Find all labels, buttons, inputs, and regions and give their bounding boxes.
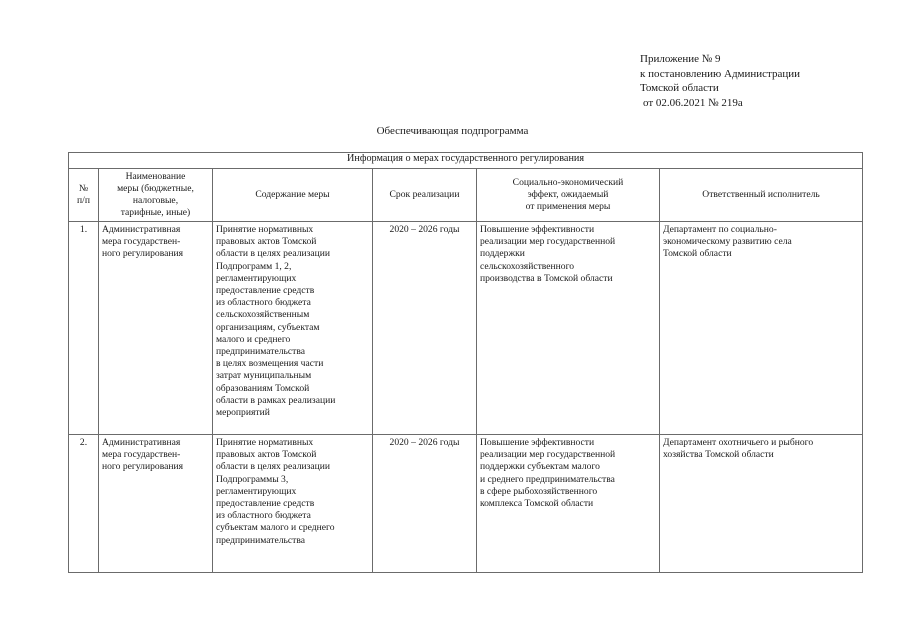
document-title: Обеспечивающая подпрограмма (376, 125, 529, 137)
appendix-line-4: от 02.06.2021 № 219а (643, 96, 743, 109)
table-row (69, 435, 863, 573)
table-caption: Информация о мерах государственного регулирования (69, 153, 863, 169)
row-content: Принятие нормативных правовых актов Томской области в целях реализации Подпрограмм 1, 2, регламентирующих предоставление средств из областного бюджета сельскохозяйственным организациям, субъектам малого и среднего предпринимательства в целях возмещения части затрат муниципальным образованиям Томской области в рамках реализации мероприятий (213, 222, 373, 435)
row-num: 1. (69, 222, 99, 435)
row-name: Административная мера государствен- ного регулирования (99, 435, 213, 573)
row-effect: Повышение эффективности реализации мер государственной поддержки субъектам малого и среднего предпринимательства в сфере рыбохозяйственного комплекса Томской области (477, 435, 660, 573)
row-effect: Повышение эффективности реализации мер государственной поддержки сельскохозяйственного производства в Томской области (477, 222, 660, 435)
header-num: № п/п (69, 169, 99, 222)
table-header-row (69, 169, 863, 222)
appendix-block (640, 52, 800, 110)
appendix-line-1: Приложение № 9 (640, 53, 721, 65)
header-name: Наименование меры (бюджетные, налоговые, тарифные, иные) (99, 169, 213, 222)
row-num: 2. (69, 435, 99, 573)
appendix-line-2: к постановлению Администрации (640, 67, 801, 80)
header-period: Срок реализации (373, 169, 477, 222)
appendix-line-3: Томской области (640, 82, 719, 94)
table-caption-row (69, 153, 863, 169)
header-effect: Социально-экономический эффект, ожидаемый от применения меры (477, 169, 660, 222)
row-period: 2020 – 2026 годы (373, 222, 477, 435)
header-content: Содержание меры (213, 169, 373, 222)
row-executor: Департамент по социально- экономическому развитию села Томской области (660, 222, 863, 435)
measures-table (68, 152, 863, 573)
header-executor: Ответственный исполнитель (660, 169, 863, 222)
row-executor: Департамент охотничьего и рыбного хозяйства Томской области (660, 435, 863, 573)
row-content: Принятие нормативных правовых актов Томской области в целях реализации Подпрограммы 3, регламентирующих предоставление средств из областного бюджета субъектам малого и среднего предпринимательства (213, 435, 373, 573)
table-row (69, 222, 863, 435)
row-name: Административная мера государствен- ного регулирования (99, 222, 213, 435)
row-period: 2020 – 2026 годы (373, 435, 477, 573)
